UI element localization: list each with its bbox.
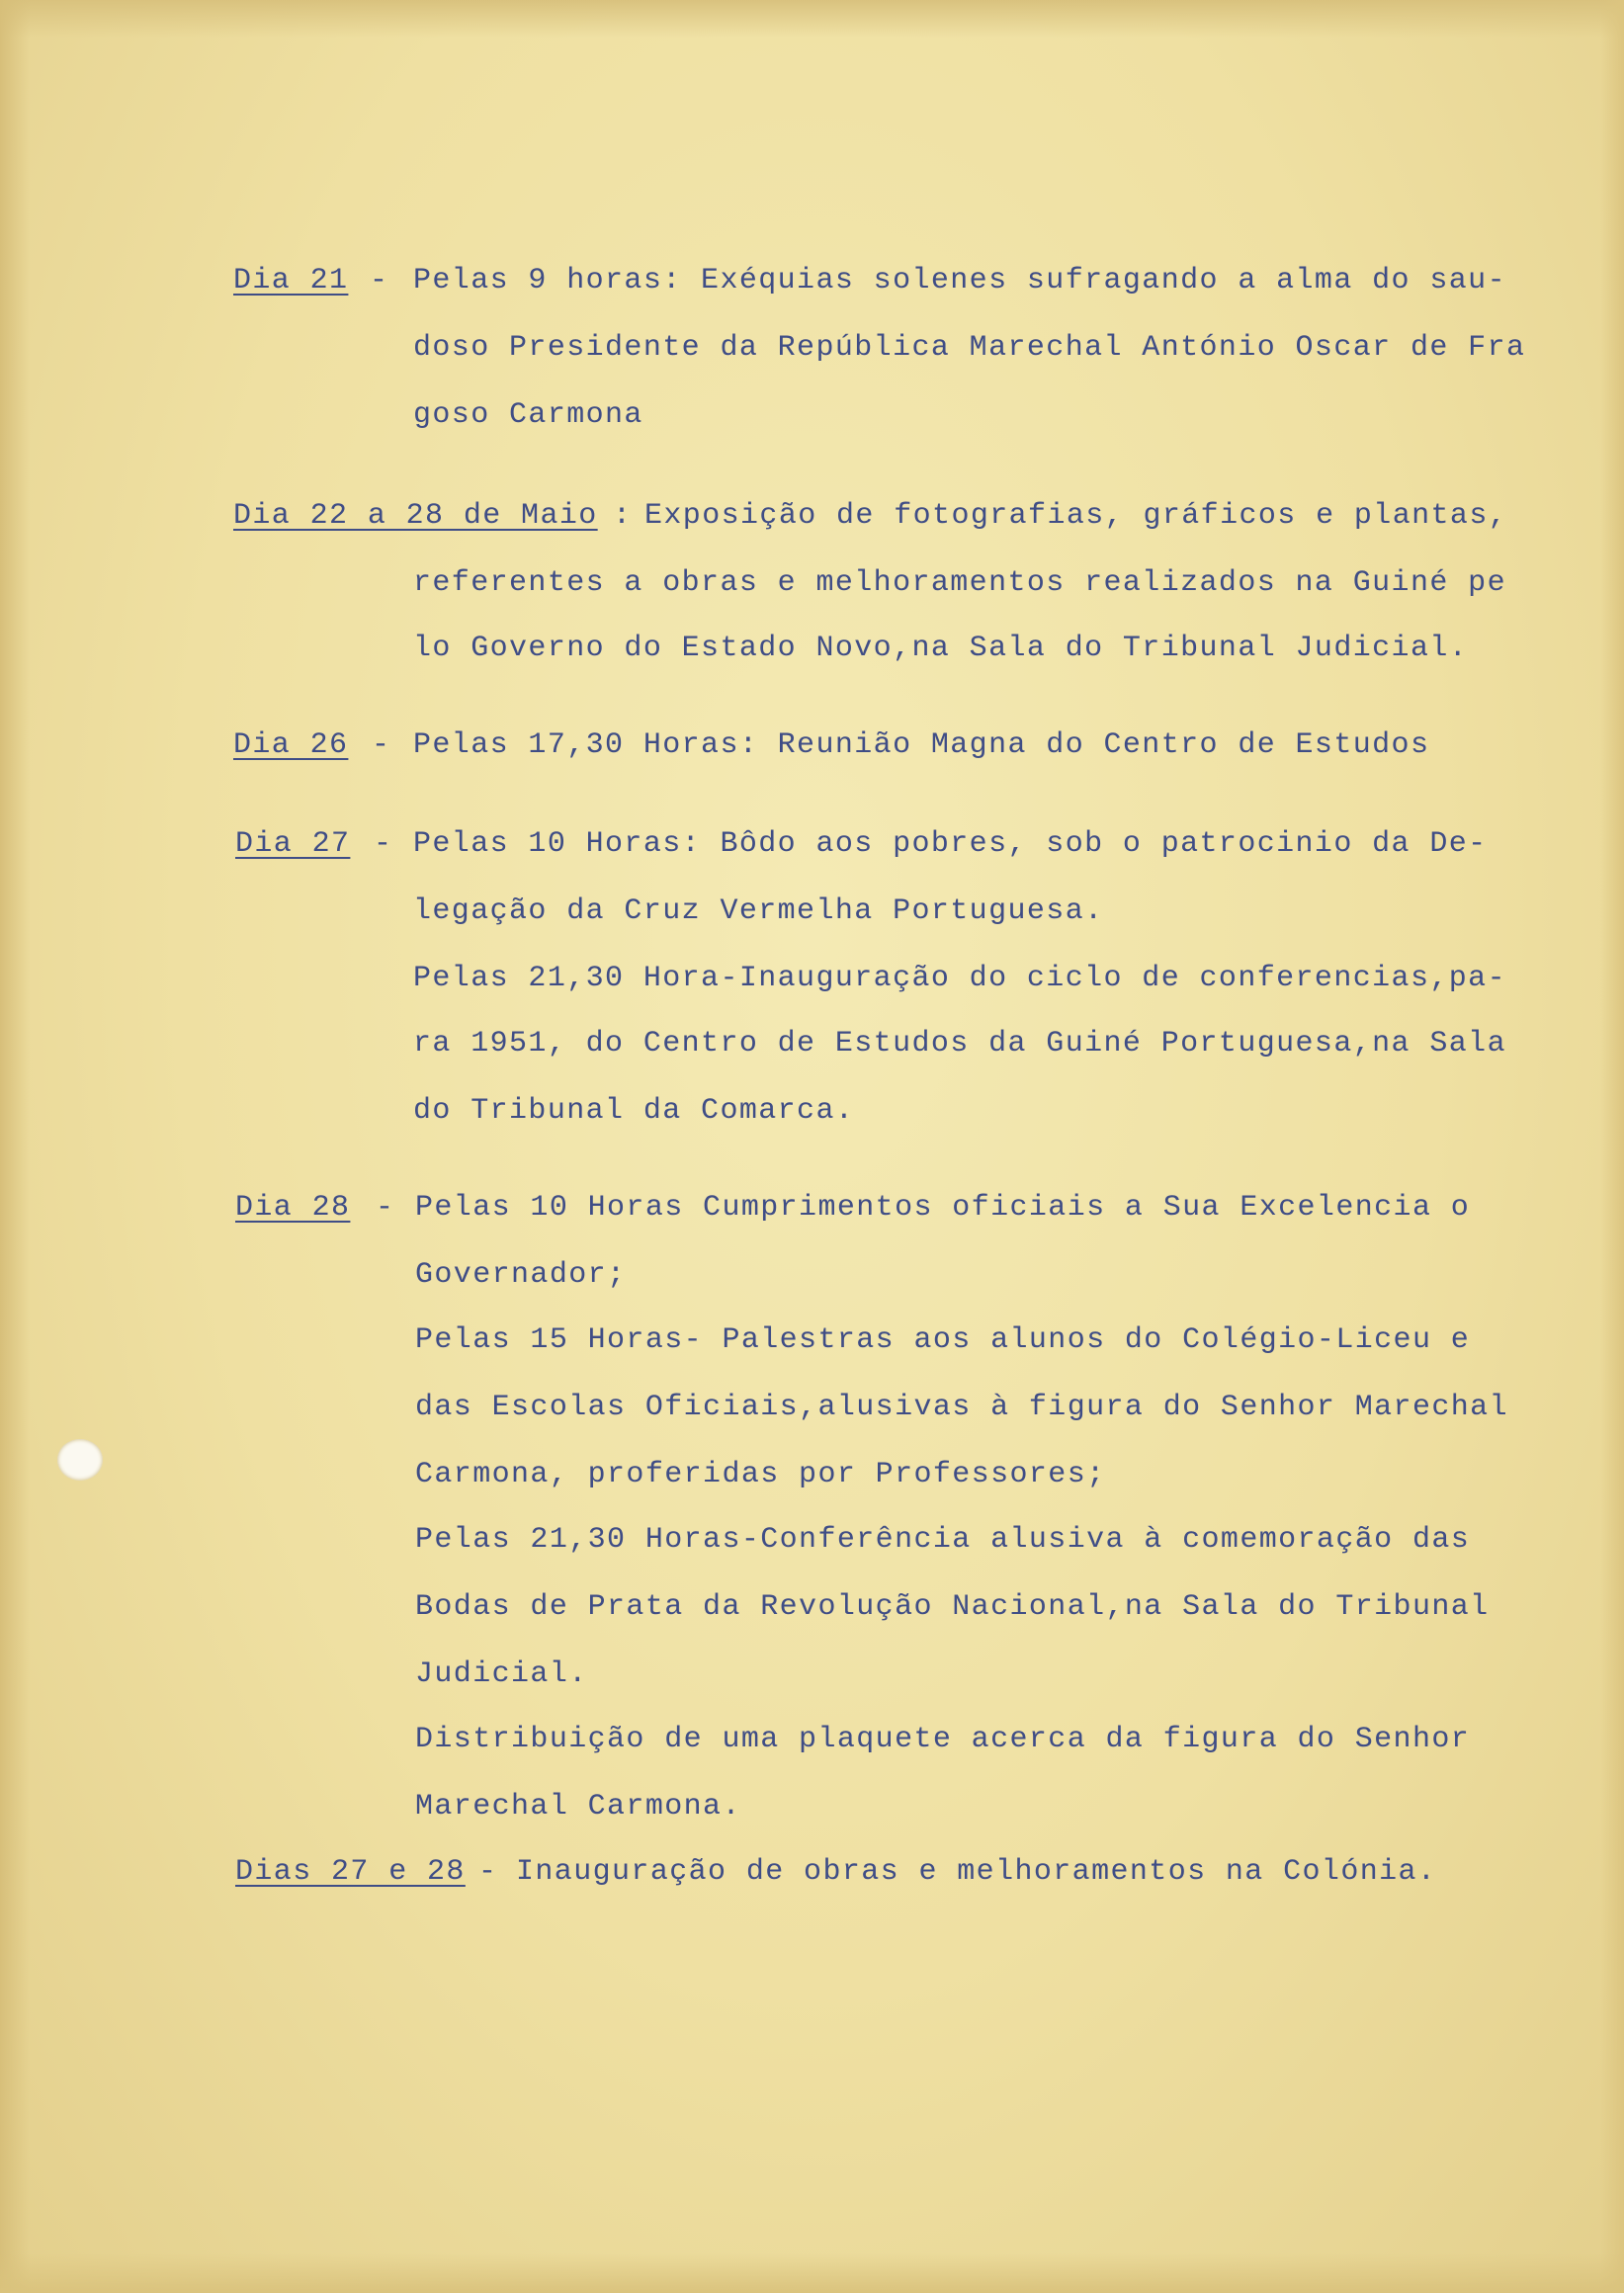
entry-separator: - <box>478 1855 497 1889</box>
entry-line: Pelas 10 Horas Cumprimentos oficiais a Sua Excelencia o <box>415 1191 1471 1225</box>
entry-line: Pelas 15 Horas- Palestras aos alunos do Colégio-Liceu e <box>415 1323 1471 1357</box>
entry-line: Governador; <box>415 1258 627 1292</box>
entry-line: Pelas 21,30 Horas-Conferência alusiva à comemoração das <box>415 1523 1471 1557</box>
paper-edge-left <box>0 0 30 2293</box>
entry-separator: : <box>613 499 632 533</box>
entry-line: Carmona, proferidas por Professores; <box>415 1458 1106 1491</box>
entry-label: Dia 27 <box>235 827 351 861</box>
paper-edge-top <box>0 0 1624 38</box>
entry-line: legação da Cruz Vermelha Portuguesa. <box>413 894 1104 928</box>
entry-line: Exposição de fotografias, gráficos e plantas, <box>644 499 1508 533</box>
entry-line: Pelas 9 horas: Exéquias solenes sufragando a alma do sau- <box>413 264 1506 297</box>
entry-line: Bodas de Prata da Revolução Nacional,na Sala do Tribunal <box>415 1590 1490 1624</box>
entry-line: Distribuição de uma plaquete acerca da figura do Senhor <box>415 1723 1471 1756</box>
entry-label: Dia 26 <box>233 728 349 762</box>
entry-line: Pelas 17,30 Horas: Reunião Magna do Centro de Estudos <box>413 728 1430 762</box>
entry-separator: - <box>370 264 388 297</box>
entry-line: doso Presidente da República Marechal António Oscar de Fra <box>413 331 1526 365</box>
entry-label: Dia 28 <box>235 1191 351 1225</box>
entry-separator: - <box>376 1191 394 1225</box>
entry-label: Dia 22 a 28 de Maio <box>233 499 598 533</box>
entry-line: Inauguração de obras e melhoramentos na Colónia. <box>516 1855 1437 1889</box>
entry-label: Dia 21 <box>233 264 349 297</box>
entry-line: goso Carmona <box>413 398 643 432</box>
paper-edge-right <box>1600 0 1624 2293</box>
entry-separator: - <box>374 827 392 861</box>
entry-line: do Tribunal da Comarca. <box>413 1094 855 1128</box>
entry-line: ra 1951, do Centro de Estudos da Guiné Portuguesa,na Sala <box>413 1027 1506 1061</box>
entry-line: das Escolas Oficiais,alusivas à figura do Senhor Marechal <box>415 1391 1508 1424</box>
entry-line: lo Governo do Estado Novo,na Sala do Tribunal Judicial. <box>413 632 1469 665</box>
entry-line: Judicial. <box>415 1657 588 1691</box>
entry-line: referentes a obras e melhoramentos realizados na Guiné pe <box>413 566 1506 600</box>
entry-label: Dias 27 e 28 <box>235 1855 466 1889</box>
entry-line: Pelas 21,30 Hora-Inauguração do ciclo de conferencias,pa- <box>413 962 1506 995</box>
paper-edge-bottom <box>0 2253 1624 2293</box>
entry-line: Pelas 10 Horas: Bôdo aos pobres, sob o patrocinio da De- <box>413 827 1488 861</box>
punch-hole <box>57 1439 103 1481</box>
entry-separator: - <box>372 728 390 762</box>
entry-line: Marechal Carmona. <box>415 1790 741 1824</box>
